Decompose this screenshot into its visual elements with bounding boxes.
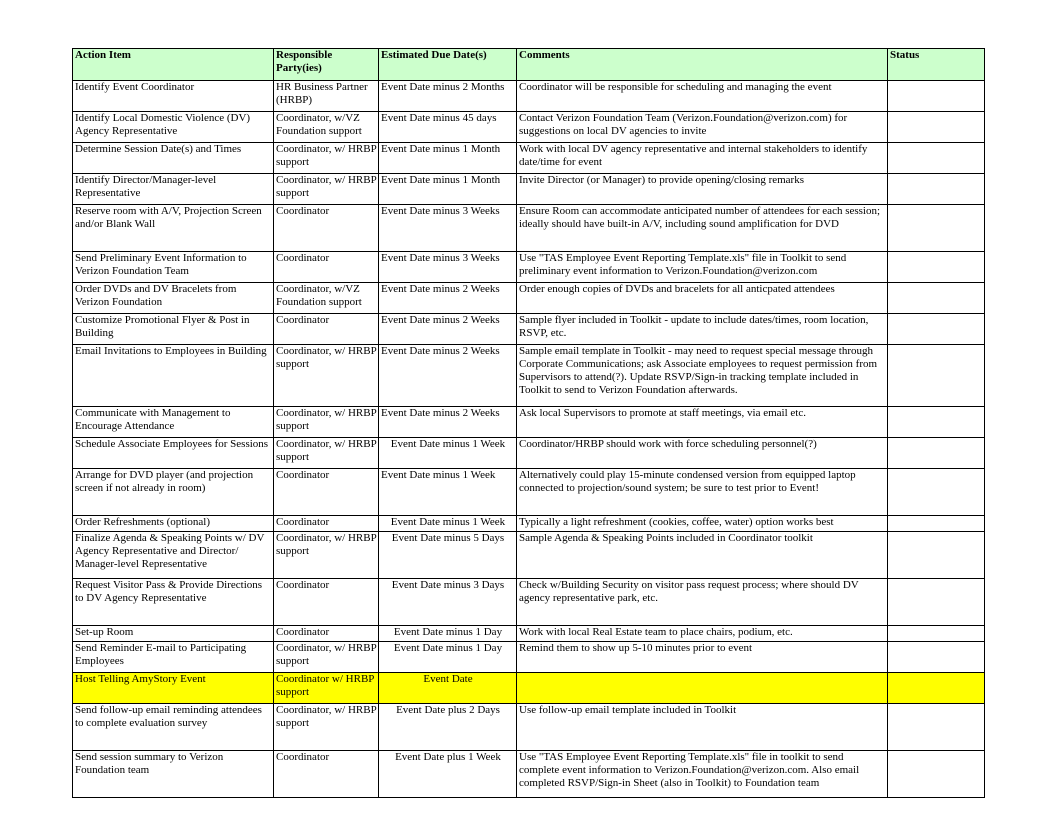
responsible-party-cell[interactable]: Coordinator xyxy=(274,205,379,252)
due-date-cell[interactable]: Event Date minus 2 Weeks xyxy=(379,407,517,438)
header-row xyxy=(73,49,985,81)
due-date-cell[interactable]: Event Date minus 1 Week xyxy=(379,469,517,516)
header-action-item: Action Item xyxy=(73,49,274,81)
status-cell[interactable] xyxy=(888,345,985,407)
table-row xyxy=(73,345,985,407)
table-row xyxy=(73,81,985,112)
responsible-party-cell[interactable]: Coordinator, w/ HRBP support xyxy=(274,407,379,438)
action-item-cell[interactable]: Send Reminder E-mail to Participating Employees xyxy=(73,642,274,673)
table-row xyxy=(73,751,985,798)
responsible-party-cell[interactable]: Coordinator xyxy=(274,626,379,642)
comments-cell[interactable]: Remind them to show up 5-10 minutes prior to event xyxy=(517,642,888,673)
responsible-party-cell[interactable]: Coordinator xyxy=(274,579,379,626)
due-date-cell[interactable]: Event Date minus 3 Weeks xyxy=(379,252,517,283)
status-cell[interactable] xyxy=(888,751,985,798)
action-item-cell[interactable]: Order DVDs and DV Bracelets from Verizon Foundation xyxy=(73,283,274,314)
comments-cell[interactable]: Invite Director (or Manager) to provide opening/closing remarks xyxy=(517,174,888,205)
comments-cell[interactable]: Ask local Supervisors to promote at staff meetings, via email etc. xyxy=(517,407,888,438)
due-date-cell[interactable]: Event Date plus 2 Days xyxy=(379,704,517,751)
table-row xyxy=(73,626,985,642)
responsible-party-cell[interactable]: Coordinator, w/VZ Foundation support xyxy=(274,283,379,314)
table-row xyxy=(73,469,985,516)
action-item-cell[interactable]: Communicate with Management to Encourage Attendance xyxy=(73,407,274,438)
comments-cell[interactable]: Use "TAS Employee Event Reporting Template.xls" file in toolkit to send complete event information to Verizon.Foundation@verizon.com. Also email completed RSVP/Sign-in Sheet (also in Toolkit) to Foundation team xyxy=(517,751,888,798)
due-date-cell[interactable]: Event Date minus 2 Weeks xyxy=(379,283,517,314)
table-row xyxy=(73,174,985,205)
responsible-party-cell[interactable]: Coordinator, w/ HRBP support xyxy=(274,174,379,205)
table-row xyxy=(73,283,985,314)
due-date-cell[interactable]: Event Date xyxy=(379,673,517,704)
header-due-date: Estimated Due Date(s) xyxy=(379,49,517,81)
due-date-cell[interactable]: Event Date minus 2 Months xyxy=(379,81,517,112)
table-row xyxy=(73,205,985,252)
table-row xyxy=(73,704,985,751)
action-item-cell[interactable]: Request Visitor Pass & Provide Directions to DV Agency Representative xyxy=(73,579,274,626)
responsible-party-cell[interactable]: HR Business Partner (HRBP) xyxy=(274,81,379,112)
status-cell[interactable] xyxy=(888,407,985,438)
responsible-party-cell[interactable]: Coordinator, w/ HRBP support xyxy=(274,642,379,673)
responsible-party-cell[interactable]: Coordinator xyxy=(274,252,379,283)
action-item-cell[interactable]: Identify Event Coordinator xyxy=(73,81,274,112)
status-cell[interactable] xyxy=(888,205,985,252)
status-cell[interactable] xyxy=(888,143,985,174)
comments-cell[interactable] xyxy=(517,673,888,704)
comments-cell[interactable]: Coordinator will be responsible for scheduling and managing the event xyxy=(517,81,888,112)
comments-cell[interactable]: Sample Agenda & Speaking Points included in Coordinator toolkit xyxy=(517,532,888,579)
action-item-cell[interactable]: Order Refreshments (optional) xyxy=(73,516,274,532)
responsible-party-cell[interactable]: Coordinator xyxy=(274,751,379,798)
due-date-cell[interactable]: Event Date minus 1 Month xyxy=(379,143,517,174)
table-row xyxy=(73,673,985,704)
responsible-party-cell[interactable]: Coordinator, w/ HRBP support xyxy=(274,438,379,469)
due-date-cell[interactable]: Event Date minus 1 Day xyxy=(379,642,517,673)
due-date-cell[interactable]: Event Date minus 3 Days xyxy=(379,579,517,626)
action-item-cell[interactable]: Send session summary to Verizon Foundation team xyxy=(73,751,274,798)
comments-cell[interactable]: Typically a light refreshment (cookies, coffee, water) option works best xyxy=(517,516,888,532)
due-date-cell[interactable]: Event Date minus 2 Weeks xyxy=(379,314,517,345)
status-cell[interactable] xyxy=(888,174,985,205)
action-plan-table xyxy=(72,48,985,798)
due-date-cell[interactable]: Event Date minus 45 days xyxy=(379,112,517,143)
action-item-cell[interactable]: Identify Director/Manager-level Representative xyxy=(73,174,274,205)
status-cell[interactable] xyxy=(888,314,985,345)
comments-cell[interactable]: Order enough copies of DVDs and bracelets for all anticpated attendees xyxy=(517,283,888,314)
due-date-cell[interactable]: Event Date plus 1 Week xyxy=(379,751,517,798)
action-item-cell[interactable]: Send follow-up email reminding attendees to complete evaluation survey xyxy=(73,704,274,751)
due-date-cell[interactable]: Event Date minus 1 Day xyxy=(379,626,517,642)
responsible-party-cell[interactable]: Coordinator, w/ HRBP support xyxy=(274,345,379,407)
comments-cell[interactable]: Use "TAS Employee Event Reporting Template.xls" file in Toolkit to send preliminary event information to Verizon.Foundation@verizon.com xyxy=(517,252,888,283)
due-date-cell[interactable]: Event Date minus 1 Week xyxy=(379,438,517,469)
action-item-cell[interactable]: Customize Promotional Flyer & Post in Building xyxy=(73,314,274,345)
comments-cell[interactable]: Check w/Building Security on visitor pass request process; where should DV agency representative park, etc. xyxy=(517,579,888,626)
status-cell[interactable] xyxy=(888,704,985,751)
table-row xyxy=(73,516,985,532)
status-cell[interactable] xyxy=(888,283,985,314)
comments-cell[interactable]: Sample email template in Toolkit - may need to request special message through Corporate Communications; ask Associate employees to request permission from Supervisors to attend(?). Update RSVP/Sign-in tracking template included in Toolkit to send to Verizon Foundation afterwards. xyxy=(517,345,888,407)
due-date-cell[interactable]: Event Date minus 1 Week xyxy=(379,516,517,532)
table-row xyxy=(73,532,985,579)
comments-cell[interactable]: Work with local Real Estate team to place chairs, podium, etc. xyxy=(517,626,888,642)
status-cell[interactable] xyxy=(888,516,985,532)
table-row xyxy=(73,407,985,438)
table-row xyxy=(73,579,985,626)
action-item-cell[interactable]: Finalize Agenda & Speaking Points w/ DV Agency Representative and Director/ Manager-level Representative xyxy=(73,532,274,579)
due-date-cell[interactable]: Event Date minus 3 Weeks xyxy=(379,205,517,252)
responsible-party-cell[interactable]: Coordinator, w/ HRBP support xyxy=(274,143,379,174)
status-cell[interactable] xyxy=(888,112,985,143)
action-item-cell[interactable]: Identify Local Domestic Violence (DV) Agency Representative xyxy=(73,112,274,143)
status-cell[interactable] xyxy=(888,532,985,579)
action-item-cell[interactable]: Schedule Associate Employees for Sessions xyxy=(73,438,274,469)
status-cell[interactable] xyxy=(888,626,985,642)
due-date-cell[interactable]: Event Date minus 1 Month xyxy=(379,174,517,205)
responsible-party-cell[interactable]: Coordinator xyxy=(274,516,379,532)
status-cell[interactable] xyxy=(888,252,985,283)
status-cell[interactable] xyxy=(888,469,985,516)
header-status: Status xyxy=(888,49,985,81)
status-cell[interactable] xyxy=(888,81,985,112)
action-item-cell[interactable]: Set-up Room xyxy=(73,626,274,642)
table-row xyxy=(73,314,985,345)
status-cell[interactable] xyxy=(888,438,985,469)
status-cell[interactable] xyxy=(888,642,985,673)
comments-cell[interactable]: Coordinator/HRBP should work with force scheduling personnel(?) xyxy=(517,438,888,469)
action-item-cell[interactable]: Email Invitations to Employees in Building xyxy=(73,345,274,407)
action-item-cell[interactable]: Reserve room with A/V, Projection Screen and/or Blank Wall xyxy=(73,205,274,252)
status-cell[interactable] xyxy=(888,673,985,704)
comments-cell[interactable]: Use follow-up email template included in Toolkit xyxy=(517,704,888,751)
table-row xyxy=(73,143,985,174)
responsible-party-cell[interactable]: Coordinator xyxy=(274,314,379,345)
table-row xyxy=(73,438,985,469)
action-item-cell[interactable]: Arrange for DVD player (and projection screen if not already in room) xyxy=(73,469,274,516)
comments-cell[interactable]: Alternatively could play 15-minute condensed version from equipped laptop connected to projection/sound system; be sure to test prior to Event! xyxy=(517,469,888,516)
responsible-party-cell[interactable]: Coordinator, w/ HRBP support xyxy=(274,532,379,579)
comments-cell[interactable]: Sample flyer included in Toolkit - update to include dates/times, room location, RSVP, etc. xyxy=(517,314,888,345)
action-item-cell[interactable]: Determine Session Date(s) and Times xyxy=(73,143,274,174)
responsible-party-cell[interactable]: Coordinator, w/VZ Foundation support xyxy=(274,112,379,143)
status-cell[interactable] xyxy=(888,579,985,626)
action-item-cell[interactable]: Host Telling AmyStory Event xyxy=(73,673,274,704)
comments-cell[interactable]: Contact Verizon Foundation Team (Verizon.Foundation@verizon.com) for suggestions on local DV agencies to invite xyxy=(517,112,888,143)
comments-cell[interactable]: Work with local DV agency representative and internal stakeholders to identify date/time for event xyxy=(517,143,888,174)
due-date-cell[interactable]: Event Date minus 2 Weeks xyxy=(379,345,517,407)
due-date-cell[interactable]: Event Date minus 5 Days xyxy=(379,532,517,579)
action-item-cell[interactable]: Send Preliminary Event Information to Verizon Foundation Team xyxy=(73,252,274,283)
table-row xyxy=(73,642,985,673)
table-row xyxy=(73,112,985,143)
responsible-party-cell[interactable]: Coordinator xyxy=(274,469,379,516)
table-row xyxy=(73,252,985,283)
responsible-party-cell[interactable]: Coordinator w/ HRBP support xyxy=(274,673,379,704)
responsible-party-cell[interactable]: Coordinator, w/ HRBP support xyxy=(274,704,379,751)
header-comments: Comments xyxy=(517,49,888,81)
comments-cell[interactable]: Ensure Room can accommodate anticipated number of attendees for each session; ideally should have built-in A/V, including sound amplification for DVD xyxy=(517,205,888,252)
header-responsible-party: Responsible Party(ies) xyxy=(274,49,379,81)
